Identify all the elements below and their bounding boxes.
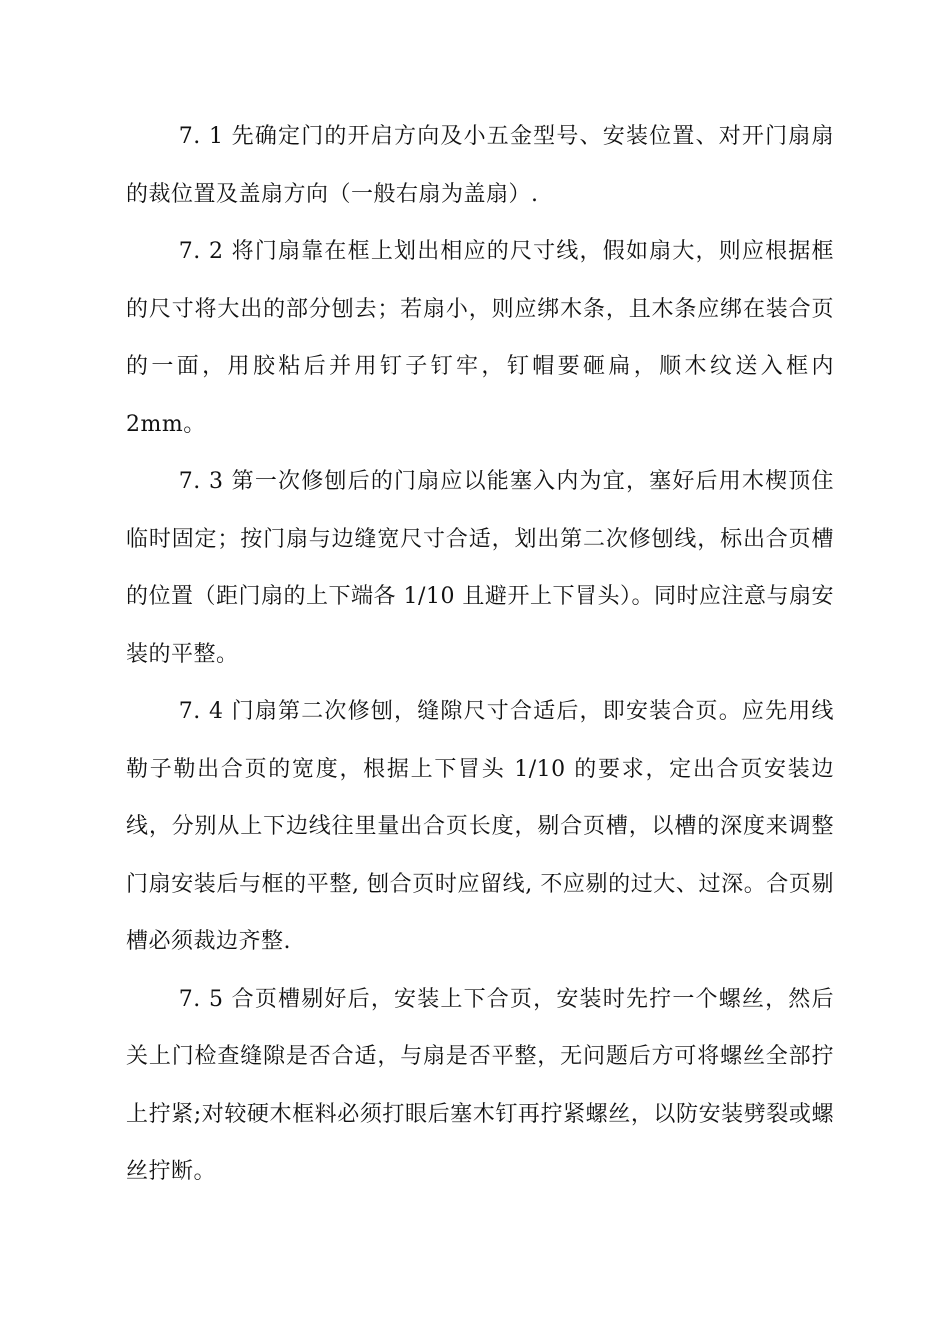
paragraph-7-4: 7. 4 门扇第二次修刨，缝隙尺寸合适后，即安装合页。应先用线勒子勒出合页的宽度，根据上下冒头 1/10 的要求，定出合页安装边线，分别从上下边线往里量出合页长度，剔合页槽，以槽的深度来调整门扇安装后与框的平整, 刨合页时应留线, 不应剔的过大、过深。合页剔槽必须裁边齐整.	[126, 699, 834, 954]
paragraph-7-5: 7. 5 合页槽剔好后，安装上下合页，安装时先拧一个螺丝，然后关上门检查缝隙是否合适，与扇是否平整，无问题后方可将螺丝全部拧上拧紧;对较硬木框料必须打眼后塞木钉再拧紧螺丝，以防安装劈裂或螺丝拧断。	[126, 986, 834, 1184]
document-body	[126, 108, 834, 1201]
paragraph-7-3: 7. 3 第一次修刨后的门扇应以能塞入内为宜，塞好后用木楔顶住临时固定；按门扇与边缝宽尺寸合适，划出第二次修刨线，标出合页槽的位置（距门扇的上下端各 1/10 且避开上下冒头）。同时应注意与扇安装的平整。	[126, 469, 834, 667]
paragraph-7-1: 7. 1 先确定门的开启方向及小五金型号、安装位置、对开门扇扇的裁位置及盖扇方向（一般右扇为盖扇）.	[126, 124, 834, 207]
paragraph-7-2: 7. 2 将门扇靠在框上划出相应的尺寸线，假如扇大，则应根据框的尺寸将大出的部分刨去；若扇小，则应绑木条，且木条应绑在装合页的一面，用胶粘后并用钉子钉牢，钉帽要砸扁，顺木纹送入框内 2mm。	[126, 239, 834, 437]
